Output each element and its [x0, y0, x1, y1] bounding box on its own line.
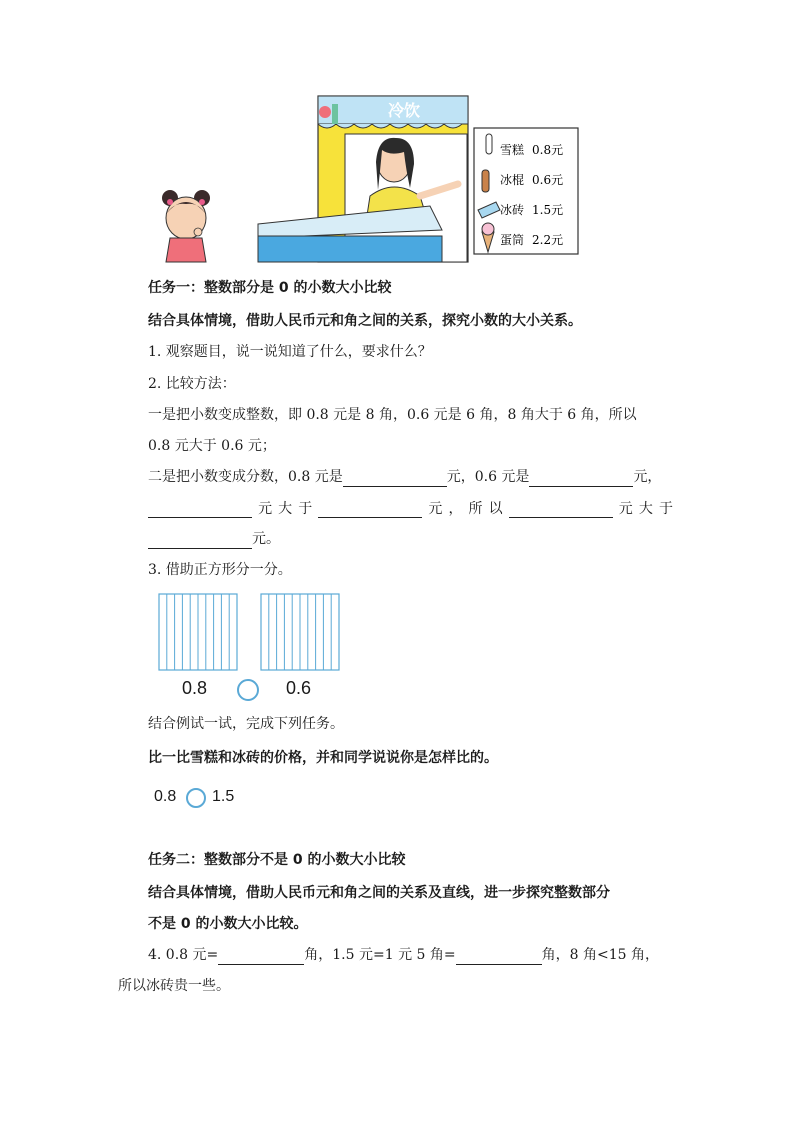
popsicle-icon	[482, 170, 489, 192]
price-item-2: 冰棍 0.6元	[500, 173, 564, 187]
fill-blank[interactable]	[529, 470, 633, 487]
method-2-line-1: 二是把小数变成分数，0.8 元是 元，0.6 元是 元，	[148, 469, 662, 485]
compare-circle[interactable]	[237, 679, 259, 701]
task1-title: 任务一：整数部分是 0 的小数大小比较	[148, 280, 392, 296]
right-square-label: 0.6	[286, 678, 312, 698]
question-4-conclusion: 所以冰砖贵一些。	[118, 978, 230, 994]
ice-cream-bar-icon	[486, 134, 492, 154]
fill-blank[interactable]	[148, 501, 252, 518]
girl-illustration	[162, 190, 210, 262]
question-1: 1. 观察题目，说一说知道了什么，要求什么？	[148, 344, 432, 360]
square-right	[260, 593, 340, 671]
task1-intro: 结合具体情境，借助人民币元和角之间的关系，探究小数的大小关系。	[148, 313, 582, 329]
method-1-line-1: 一是把小数变成整数，即 0.8 元是 8 角，0.6 元是 6 角，8 角大于 6 角，所以	[148, 407, 637, 423]
price-item-4: 蛋筒 2.2元	[500, 233, 564, 247]
question-2: 2. 比较方法：	[148, 376, 236, 392]
fill-blank[interactable]	[343, 470, 447, 487]
try-instruction: 结合例试一试，完成下列任务。	[148, 716, 344, 732]
price-item-3: 冰砖 1.5元	[500, 203, 564, 217]
fill-blank[interactable]	[318, 501, 422, 518]
fill-blank[interactable]	[218, 948, 304, 965]
compare-instruction: 比一比雪糕和冰砖的价格，并和同学说说你是怎样比的。	[148, 750, 498, 766]
left-square-label: 0.8	[182, 678, 208, 698]
compare-left-value: 0.8	[154, 788, 177, 805]
fill-blank[interactable]	[148, 532, 252, 549]
square-left	[158, 593, 238, 671]
stall-sign-text: 冷饮	[388, 101, 421, 120]
task2-intro-line-2: 不是 0 的小数大小比较。	[148, 916, 308, 932]
fill-blank[interactable]	[456, 948, 542, 965]
method-2-line-3: 元。	[148, 529, 280, 549]
task2-intro-line-1: 结合具体情境，借助人民币元和角之间的关系及直线，进一步探究整数部分	[148, 885, 610, 901]
price-item-1: 雪糕 0.8元	[500, 143, 564, 157]
fill-blank[interactable]	[509, 501, 613, 518]
question-4: 4. 0.8 元= 角，1.5 元=1 元 5 角= 角，8 角<15 角，	[148, 947, 659, 963]
method-2-line-2: 元 大 于 元 ， 所 以 元 大 于	[148, 498, 673, 518]
task2-title: 任务二：整数部分不是 0 的小数大小比较	[148, 852, 406, 868]
question-3: 3. 借助正方形分一分。	[148, 562, 292, 578]
compare-right-value: 1.5	[212, 788, 235, 805]
compare-circle-2[interactable]	[186, 788, 206, 808]
ice-cream-stall-illustration	[140, 92, 590, 264]
method-1-line-2: 0.8 元大于 0.6 元；	[148, 438, 276, 454]
